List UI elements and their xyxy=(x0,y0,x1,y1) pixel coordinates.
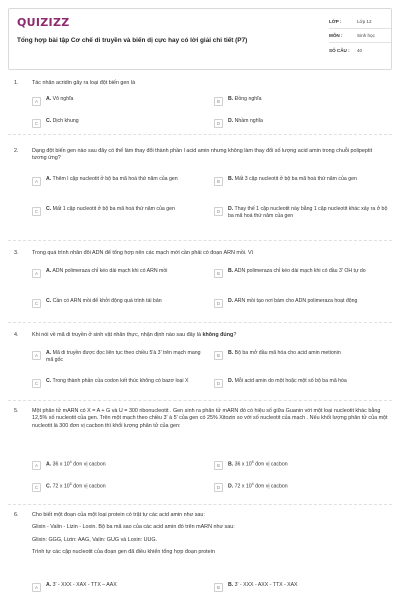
question-paragraph: Glixin: GGG, Lizin: AAG, Valin: GUG và Loxin: UUG. xyxy=(32,536,158,543)
option-key: C. xyxy=(46,378,52,384)
option-letter: D xyxy=(214,119,223,128)
option-a[interactable] xyxy=(32,96,208,106)
option-key: B. xyxy=(228,350,234,356)
option-key: B. xyxy=(228,268,234,274)
option-text: Mất 3 cặp nucleotit ở bộ ba mã hoá thứ năm của gen xyxy=(234,176,357,182)
question-number: 2. xyxy=(14,148,19,154)
question-4 xyxy=(14,332,388,386)
meta-label: MÔN : xyxy=(329,33,343,38)
option-text: 3' - XXX - AXX - TTX - XAX xyxy=(234,582,298,588)
option-letter: A xyxy=(32,269,41,278)
page-title: Tổng hợp bài tập Cơ chế di truyền và biến dị cực hay có lời giải chi tiết (P7) xyxy=(17,37,248,44)
option-letter: A xyxy=(32,177,41,186)
question-number: 3. xyxy=(14,250,19,256)
option-key: A. xyxy=(46,350,52,356)
option-b[interactable] xyxy=(214,350,390,360)
option-b[interactable] xyxy=(214,582,390,592)
question-paragraph: Glixin - Valin - Lizin - Loxin. Bộ ba mã sao của các acid amin đó trên mARN như sau: xyxy=(32,524,235,531)
option-letter: B xyxy=(214,583,223,592)
option-letter: D xyxy=(214,483,223,492)
question-3 xyxy=(14,250,388,306)
option-key: A. xyxy=(46,176,52,182)
question-text: Trong quá trình nhân đôi ADN để tổng hợp nên các mạch mới cần phải có đoạn ARN mồi. Vì xyxy=(32,250,254,256)
option-key: A. xyxy=(46,582,52,588)
option-a[interactable] xyxy=(32,176,208,186)
question-number: 1. xyxy=(14,80,19,86)
option-key: C. xyxy=(46,298,52,304)
option-letter: D xyxy=(214,379,223,388)
option-text: Thay thế 1 cặp nucleotit này bằng 1 cặp nucleotit khác xảy ra ở bộ ba mã hoá thứ năm của gen xyxy=(228,206,388,219)
meta-value: Sinh học xyxy=(357,33,375,38)
question-text: Tác nhân acridin gây ra loại đột biến gen là xyxy=(32,80,136,86)
option-text: Đồng nghĩa xyxy=(234,96,262,102)
meta-label: SỐ CÂU : xyxy=(329,47,350,53)
option-key: D. xyxy=(228,118,234,124)
option-key: A. xyxy=(46,461,52,468)
option-letter: D xyxy=(214,299,223,308)
meta-value: 40 xyxy=(357,47,363,53)
option-letter: B xyxy=(214,461,223,470)
divider xyxy=(8,322,392,323)
option-text: ADN polimeraza chỉ kéo dài mạch khi có đầu 3' OH tự do xyxy=(234,268,366,274)
meta-value: Lớp 12 xyxy=(357,19,372,24)
meta-row-count xyxy=(329,43,391,57)
emphasis: không đúng xyxy=(202,332,234,338)
option-d[interactable] xyxy=(214,378,390,388)
question-6 xyxy=(14,512,388,590)
meta-row-class xyxy=(329,15,391,29)
option-key: B. xyxy=(228,582,234,588)
question-text: Một phân tử mARN có X = A + G và U = 300 ribonucleotit . Gen sinh ra phân tử mARN đó có hiệu số giữa Guanin với một loại nucleotit khác bằng 12,5% số nucleotit của gen. Trên một mạch theo chiều 3' à 5' của gen có 25% Xitozin so với số nucleotit của mạch . Nếu khối lượng phân tử của một nucleotit là 300 đơn vị cacbon thì khối lượng phân tử của gen: xyxy=(32,408,388,429)
option-letter: A xyxy=(32,97,41,106)
option-d[interactable] xyxy=(214,206,390,220)
option-letter: D xyxy=(214,207,223,216)
option-key: D. xyxy=(228,206,234,212)
divider xyxy=(8,240,392,241)
option-key: B. xyxy=(228,461,234,468)
option-text: Bộ ba mở đầu mã hóa cho acid amin metionin xyxy=(234,350,341,356)
option-text: Thêm l cặp nucleotit ở bộ ba mã hoá thứ năm của gen xyxy=(52,176,178,182)
question-text: Dạng đột biến gen nào sau đây có thể làm thay đổi thành phần l acid amin nhưng không làm thay đổi số lượng acid amin trong chuỗi polipeptit tương ứng? xyxy=(32,148,373,162)
option-text: Dịch khung xyxy=(52,118,79,124)
option-key: D. xyxy=(228,483,234,490)
option-a[interactable] xyxy=(32,268,208,278)
question-number: 6. xyxy=(14,512,19,518)
option-key: C. xyxy=(46,206,52,212)
option-key: A. xyxy=(46,96,52,102)
option-text: Trong thành phần của codon kết thúc không có bazơ loại X xyxy=(52,378,189,384)
exponent: 5 xyxy=(69,482,72,486)
option-letter: B xyxy=(214,269,223,278)
option-a[interactable] xyxy=(32,350,208,364)
option-text: Mỗi acid amin do một hoặc một số bộ ba mã hóa xyxy=(234,378,347,384)
option-letter: C xyxy=(32,299,41,308)
meta-table xyxy=(329,15,391,57)
option-key: D. xyxy=(228,298,234,304)
option-a[interactable] xyxy=(32,582,208,592)
option-key: D. xyxy=(228,378,234,384)
worksheet-header xyxy=(8,8,392,70)
option-c[interactable]: C C. 72 x $10^5$ đơn vị cacbon xyxy=(32,482,208,492)
meta-row-subject xyxy=(329,29,391,43)
option-key: B. xyxy=(228,176,234,182)
option-b[interactable] xyxy=(214,268,390,278)
option-key: C. xyxy=(46,118,52,124)
option-key: C. xyxy=(46,483,52,490)
option-text: ARN mồi tạo nơi bám cho ADN polimeraza hoạt động xyxy=(234,298,358,304)
option-letter: A xyxy=(32,351,41,360)
option-letter: A xyxy=(32,583,41,592)
option-text: Nhầm nghĩa xyxy=(234,118,263,124)
question-number: 5. xyxy=(14,408,19,414)
option-text: Vô nghĩa xyxy=(52,96,74,102)
option-d[interactable] xyxy=(214,298,390,308)
option-text: ADN polimeraza chỉ kéo dài mạch khi có ARN mồi xyxy=(52,268,168,274)
option-letter: C xyxy=(32,119,41,128)
option-letter: A xyxy=(32,461,41,470)
option-key: B. xyxy=(228,96,234,102)
option-c[interactable] xyxy=(32,118,208,128)
option-c[interactable] xyxy=(32,206,208,216)
option-letter: C xyxy=(32,379,41,388)
option-b[interactable] xyxy=(214,176,390,186)
option-b[interactable] xyxy=(214,96,390,106)
question-5 xyxy=(14,408,388,490)
option-text: Mã di truyền được đọc liên tục theo chiều 5'à 3' trên mạch mang mã gốc xyxy=(46,350,201,363)
question-number: 4. xyxy=(14,332,19,338)
divider xyxy=(8,400,392,401)
question-text: Cho biết một đoạn của một loại protein có trật tự các acid amin như sau: Glixin - Valin - Lizin - Loxin. Bộ ba mã sao của các acid amin đó trên mARN như sau: Glixin: GGG, Lizin: AAG, Valin: GUG và Loxin: UUG. Trình tự các cặp nucleotit của đoạn gen đã điều khiển tổng hợp đoạn protein xyxy=(32,512,388,556)
option-a[interactable]: A A. 36 x $10^4$ đơn vị cacbon xyxy=(32,460,208,470)
option-d[interactable] xyxy=(214,118,390,128)
option-key: A. xyxy=(46,268,52,274)
option-text: 3' - XXX - XAX - TTX – AAX xyxy=(52,582,117,588)
option-letter: B xyxy=(214,177,223,186)
option-letter: C xyxy=(32,207,41,216)
option-text: Mất 1 cặp nucleotit ở bộ ba mã hoá thứ năm của gen xyxy=(52,206,175,212)
option-c[interactable] xyxy=(32,378,208,388)
divider xyxy=(8,504,392,505)
quizizz-logo: QUIZIZZ xyxy=(17,16,70,29)
exponent: 4 xyxy=(251,482,254,486)
exponent: 5 xyxy=(251,460,254,464)
meta-label: LỚP : xyxy=(329,19,342,24)
question-2 xyxy=(14,148,388,219)
option-letter: B xyxy=(214,97,223,106)
option-d[interactable]: D D. 72 x $10^4$ đơn vị cacbon xyxy=(214,482,390,492)
divider xyxy=(8,134,392,135)
question-text: Khi nói về mã di truyền ở sinh vật nhân thực, nhận định nào sau đây là không đúng? xyxy=(32,332,237,338)
option-c[interactable] xyxy=(32,298,208,308)
option-letter: C xyxy=(32,483,41,492)
option-letter: B xyxy=(214,351,223,360)
question-1 xyxy=(14,80,388,126)
question-paragraph: Trình tự các cặp nucleotit của đoạn gen đã điều khiển tổng hợp đoạn protein xyxy=(32,548,215,555)
exponent: 4 xyxy=(69,460,72,464)
option-b[interactable]: B B. 36 x $10^5$ đơn vị cacbon xyxy=(214,460,390,470)
option-text: Cần có ARN mồi để khởi động quá trình tái bản xyxy=(52,298,162,304)
